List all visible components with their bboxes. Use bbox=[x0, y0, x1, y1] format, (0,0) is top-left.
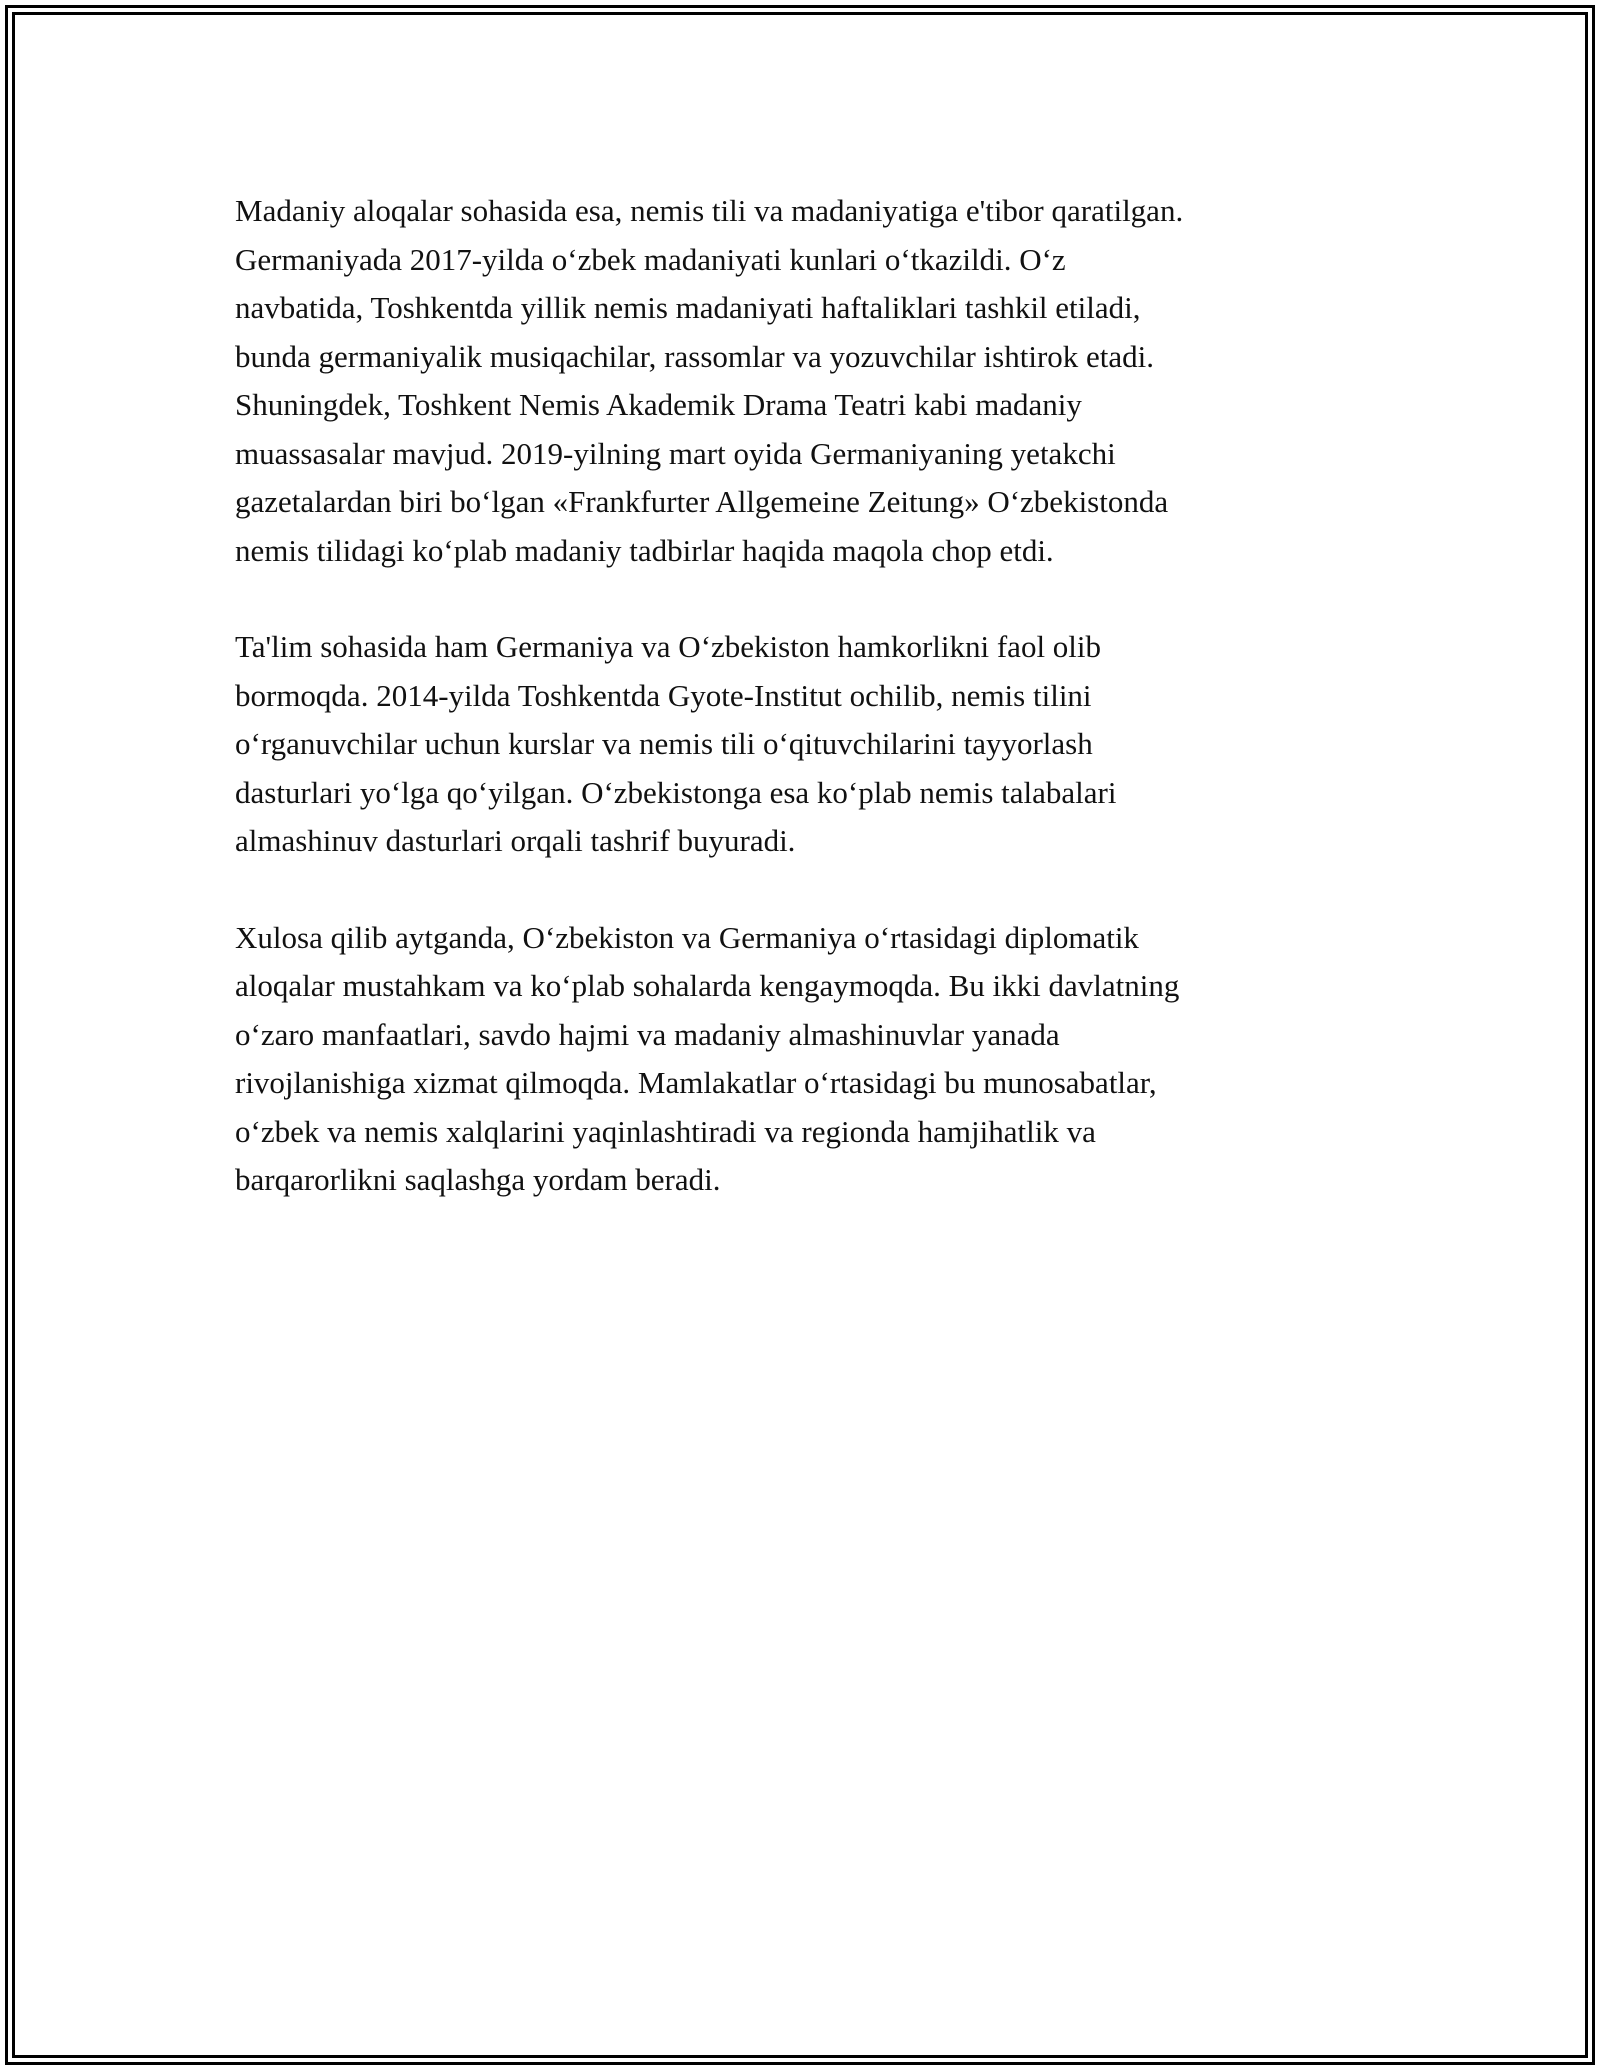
paragraph-conclusion: Xulosa qilib aytganda, Oʻzbekiston va Germaniya oʻrtasidagi diplomatik aloqalar mustahkam va koʻplab sohalarda kengaymoqda. Bu ikki davlatning oʻzaro manfaatlari, savdo hajmi va madaniy almashinuvlar yanada rivojlanishiga xizmat qilmoqda. Mamlakatlar oʻrtasidagi bu munosabatlar, oʻzbek va nemis xalqlarini yaqinlashtiradi va regionda hamjihatlik va barqarorlikni saqlashga yordam beradi. bbox=[235, 919, 1180, 1197]
paragraph-cultural-relations: Madaniy aloqalar sohasida esa, nemis tili va madaniyatiga e'tibor qaratilgan. Germaniyada 2017-yilda oʻzbek madaniyati kunlari oʻtkazildi. Oʻz navbatida, Toshkentda yillik nemis madaniyati haftaliklari tashkil etiladi, bunda germaniyalik musiqachilar, rassomlar va yozuvchilar ishtirok etadi. Shuningdek, Toshkent Nemis Akademik Drama Teatri kabi madaniy muassasalar mavjud. 2019-yilning mart oyida Germaniyaning yetakchi gazetalardan biri boʻlgan «Frankfurter Allgemeine Zeitung» Oʻzbekistonda nemis tilidagi koʻplab madaniy tadbirlar haqida maqola chop etdi. bbox=[235, 193, 1184, 568]
document-body bbox=[235, 187, 1365, 1253]
paragraph-education-cooperation: Ta'lim sohasida ham Germaniya va Oʻzbekiston hamkorlikni faol olib bormoqda. 2014-yilda Toshkentda Gyote-Institut ochilib, nemis tilini oʻrganuvchilar uchun kurslar va nemis tili oʻqituvchilarini tayyorlash dasturlari yoʻlga qoʻyilgan. Oʻzbekistonga esa koʻplab nemis talabalari almashinuv dasturlari orqali tashrif buyuradi. bbox=[235, 629, 1117, 858]
